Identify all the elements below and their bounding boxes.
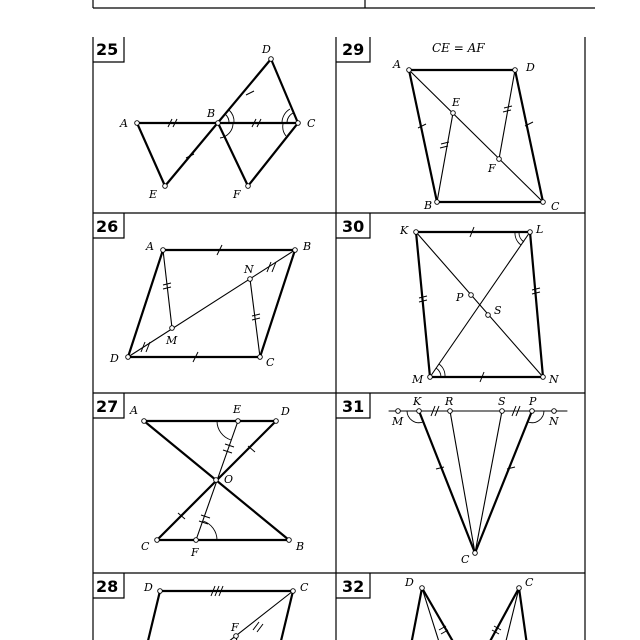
problem-number-32: [336, 573, 370, 598]
figure-25: [119, 43, 316, 201]
figure-31-labels: [391, 395, 559, 566]
vertex-label: C: [551, 200, 560, 213]
vertex-label: C: [525, 576, 534, 589]
problem-number-label: 27: [96, 397, 119, 416]
problem-number-28: [93, 573, 124, 598]
vertex-label: M: [166, 334, 178, 347]
vertex-label: F: [233, 188, 241, 201]
vertex-label: E: [452, 96, 461, 109]
vertex-label: D: [110, 352, 119, 365]
problem-number-label: 28: [96, 577, 119, 596]
figure-31-segments: [389, 411, 567, 553]
figure-31-angle-arcs: [407, 411, 544, 423]
vertex-label: M: [392, 415, 404, 428]
vertex-label: A: [146, 240, 154, 253]
figure-29: [392, 41, 560, 213]
vertex-label: F: [191, 546, 199, 559]
vertex-label: M: [412, 373, 424, 386]
problem-number-label: 32: [342, 577, 365, 596]
figure-27-tick-marks: [178, 444, 255, 524]
problem-number-label: 30: [342, 217, 365, 236]
vertex-label: L: [536, 223, 544, 236]
vertex-label: B: [424, 199, 433, 212]
figure-31-points: [396, 409, 557, 556]
vertex-label: B: [296, 540, 305, 553]
vertex-label: E: [233, 403, 242, 416]
figure-27: [129, 403, 304, 559]
vertex-label: A: [120, 117, 128, 130]
figure-29-tick-marks: [418, 106, 533, 148]
figure-29-segments: [409, 70, 543, 202]
vertex-label: K: [413, 395, 422, 408]
figure-30: [399, 223, 559, 386]
problem-number-label: 31: [342, 397, 365, 416]
problem-number-29: [336, 37, 370, 62]
vertex-label: R: [445, 395, 454, 408]
problem-number-label: 26: [96, 217, 119, 236]
vertex-label: D: [405, 576, 414, 589]
vertex-label: C: [141, 540, 150, 553]
figure-28-segments: [147, 591, 293, 640]
vertex-label: O: [224, 473, 234, 486]
problem-number-31: [336, 393, 370, 418]
figure-26-segments: [128, 250, 295, 357]
problem-number-26: [93, 213, 124, 238]
figure-25-tick-marks: [168, 91, 261, 158]
problem-number-label: 25: [96, 40, 119, 59]
vertex-label: C: [300, 581, 309, 594]
figure-28: [143, 581, 309, 640]
problem-number-30: [336, 213, 370, 238]
figure-30-segments: [416, 232, 543, 377]
figure-32-segments: [411, 588, 527, 640]
vertex-label: D: [144, 581, 153, 594]
vertex-label: C: [461, 553, 470, 566]
vertex-label: E: [149, 188, 158, 201]
problem-number-27: [93, 393, 124, 418]
vertex-label: D: [281, 405, 290, 418]
vertex-label: A: [130, 404, 138, 417]
figure-32: [404, 576, 534, 640]
figure-26: [109, 240, 311, 369]
vertex-label: P: [529, 395, 537, 408]
problem-number-25: [93, 37, 124, 62]
figure-26-tick-marks: [141, 245, 276, 362]
vertex-label: S: [498, 395, 506, 408]
vertex-label: P: [456, 291, 464, 304]
figure-31: [389, 395, 567, 566]
vertex-label: N: [244, 263, 254, 276]
vertex-label: B: [303, 240, 312, 253]
vertex-label: A: [393, 58, 401, 71]
figure-32-points: [420, 586, 522, 591]
vertex-label: N: [549, 415, 559, 428]
vertex-label: B: [207, 107, 216, 120]
vertex-label: C: [307, 117, 316, 130]
vertex-label: K: [400, 224, 409, 237]
vertex-label: F: [231, 621, 239, 634]
vertex-label: F: [488, 162, 496, 175]
problem-number-label: 29: [342, 40, 365, 59]
figure-31-tick-marks: [431, 406, 520, 469]
given-condition-caption: CE = AF: [432, 41, 485, 55]
vertex-label: S: [494, 304, 502, 317]
vertex-label: D: [262, 43, 271, 56]
vertex-label: N: [549, 373, 559, 386]
figure-28-points: [158, 589, 296, 639]
vertex-label: C: [266, 356, 275, 369]
vertex-label: D: [526, 61, 535, 74]
